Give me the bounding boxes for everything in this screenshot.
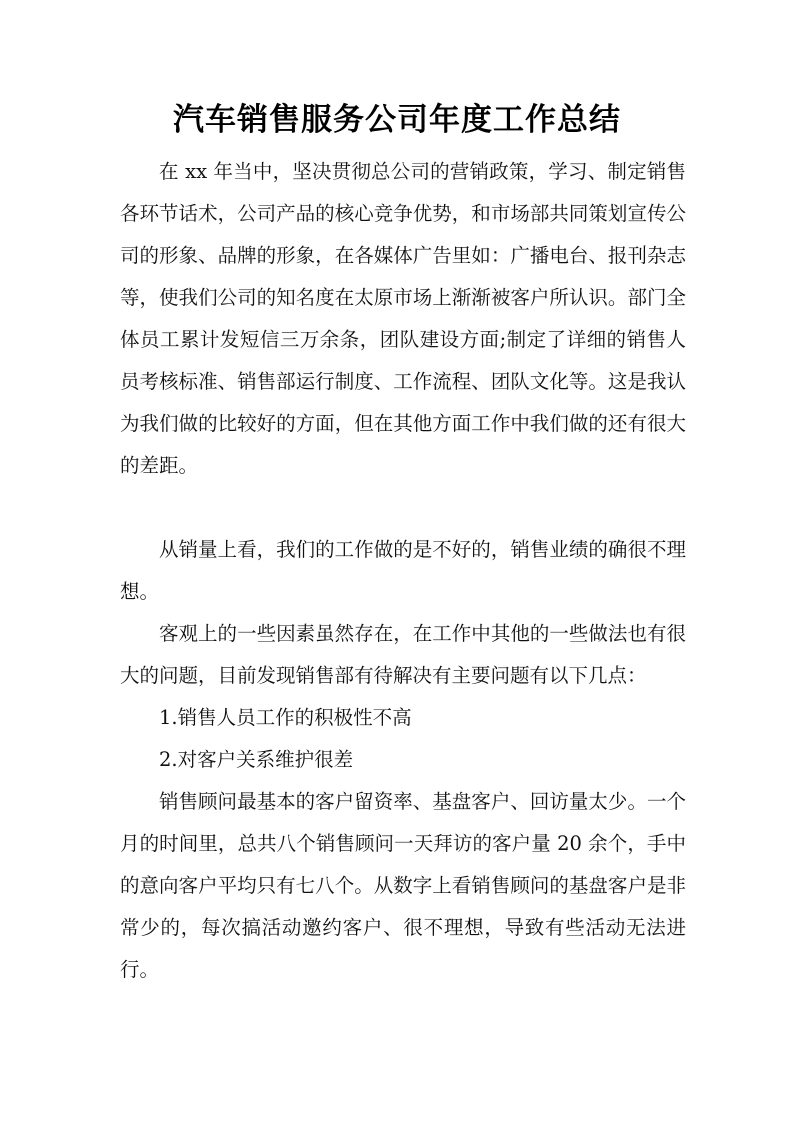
paragraph-sales-volume: 从销量上看，我们的工作做的是不好的，销售业绩的确很不理想。 — [120, 538, 686, 603]
blank-line — [120, 487, 686, 529]
list-item-2: 2.对客户关系维护很差 — [159, 748, 354, 771]
list-item-1: 1.销售人员工作的积极性不高 — [159, 706, 412, 729]
paragraph-problems: 客观上的一些因素虽然存在，在工作中其他的一些做法也有很大的问题，目前发现销售部有待解决有主要问题有以下几点： — [120, 622, 686, 687]
paragraph-customer-base: 销售顾问最基本的客户留资率、基盘客户、回访量太少。一个月的时间里，总共八个销售顾问一天拜访的客户量 20 余个，手中的意向客户平均只有七八个。从数字上看销售顾问的基盘客户是非常少的，每次搞活动邀约客户、很不理想，导致有些活动无法进行。 — [120, 790, 686, 981]
paragraph-intro: 在 xx 年当中，坚决贯彻总公司的营销政策，学习、制定销售各环节话术，公司产品的核心竞争优势，和市场部共同策划宣传公司的形象、品牌的形象，在各媒体广告里如：广播电台、报刊杂志等，使我们公司的知名度在太原市场上渐渐被客户所认识。部门全体员工累计发短信三万余条，团队建设方面;制定了详细的销售人员考核标准、销售部运行制度、工作流程、团队文化等。这是我认为我们做的比较好的方面，但在其他方面工作中我们做的还有很大的差距。 — [120, 160, 686, 477]
document-title: 汽车销售服务公司年度工作总结 — [173, 102, 621, 138]
document-body — [120, 151, 686, 991]
